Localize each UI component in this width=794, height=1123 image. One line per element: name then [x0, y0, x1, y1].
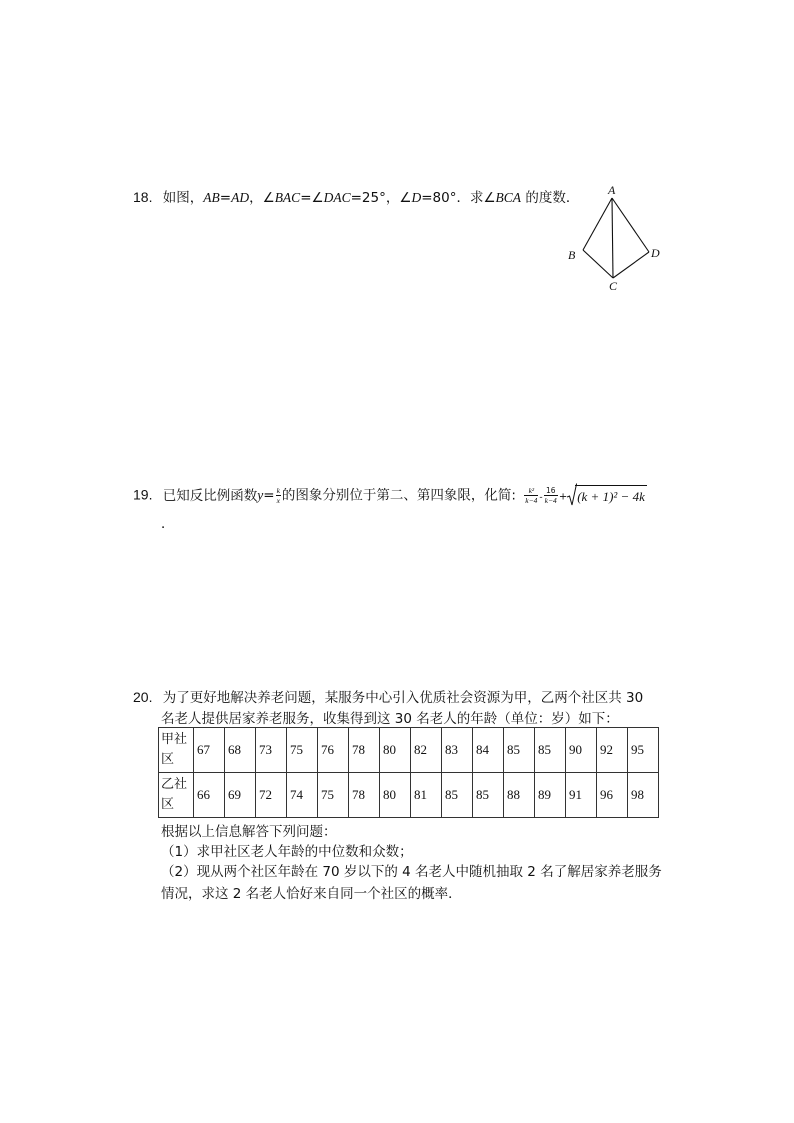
- label-d: D: [651, 246, 660, 260]
- fraction-k-over-x: [276, 486, 281, 505]
- text-segment: =80°．求∠: [421, 190, 496, 206]
- math-var: BCA: [495, 190, 522, 205]
- table-cell: 81: [411, 773, 442, 818]
- table-cell: 80: [380, 728, 411, 773]
- table-cell: 85: [535, 728, 566, 773]
- radical-sign-icon: [567, 483, 577, 507]
- subquestion-2-line-2: 情况，求这 2 名老人恰好来自同一个社区的概率．: [161, 886, 462, 902]
- table-cell: 98: [628, 773, 659, 818]
- math-op: +: [558, 491, 568, 503]
- table-cell: 75: [318, 773, 349, 818]
- table-cell: 91: [566, 773, 597, 818]
- problem-number: 20.: [133, 689, 153, 705]
- table-cell: 78: [349, 773, 380, 818]
- math-var: AB: [203, 190, 220, 205]
- segment-ab: [583, 198, 612, 250]
- triangle-figure: [560, 180, 670, 295]
- segment-ac: [612, 198, 613, 278]
- table-cell: 78: [349, 728, 380, 773]
- row-header: [159, 773, 194, 818]
- table-cell: 75: [287, 728, 318, 773]
- table-cell: 80: [380, 773, 411, 818]
- text-segment: =: [219, 190, 232, 206]
- problem-mid: 的图象分别位于第二、第四象限，化简:: [281, 487, 516, 504]
- problem-line-1: 为了更好地解决养老问题，某服务中心引入优质社会资源为甲，乙两个社区共 30: [162, 690, 644, 706]
- segment-ad: [612, 198, 649, 252]
- table-cell: 73: [256, 728, 287, 773]
- table-cell: 72: [256, 773, 287, 818]
- table-cell: 90: [566, 728, 597, 773]
- table-cell: 83: [442, 728, 473, 773]
- table-cell: 88: [504, 773, 535, 818]
- fraction-k2: [524, 486, 538, 505]
- table-cell: 92: [597, 728, 628, 773]
- table-cell: 84: [473, 728, 504, 773]
- fraction-16: [544, 486, 558, 505]
- table-cell: 74: [287, 773, 318, 818]
- row-header-line: 乙社: [161, 777, 188, 792]
- problem-number: 18.: [133, 189, 153, 205]
- math-var: BAC: [274, 190, 301, 205]
- table-cell: 85: [504, 728, 535, 773]
- label-a: A: [608, 183, 616, 197]
- table-cell: 76: [318, 728, 349, 773]
- problem-text: [163, 190, 580, 206]
- problem-18: [133, 188, 579, 207]
- math-var: AD: [231, 190, 250, 205]
- math-var: D: [411, 190, 422, 205]
- row-header-line: 甲社: [161, 732, 188, 747]
- row-header: [159, 728, 194, 773]
- text-segment: =25°，∠: [350, 190, 412, 206]
- text-segment: 的度数．: [521, 190, 580, 206]
- table-cell: 82: [411, 728, 442, 773]
- table-row: [159, 773, 659, 818]
- subquestion-1: （1）求甲社区老人年龄的中位数和众数；: [161, 844, 413, 860]
- table-cell: 85: [473, 773, 504, 818]
- problem-number: 19.: [133, 486, 153, 503]
- subquestion-2-line-1: （2）现从两个社区年龄在 70 岁以下的 4 名老人中随机抽取 2 名了解居家养老服务: [161, 864, 662, 880]
- text-segment: =∠: [300, 190, 324, 206]
- table-cell: 95: [628, 728, 659, 773]
- table-cell: 67: [194, 728, 225, 773]
- label-b: B: [568, 248, 576, 262]
- table-cell: 85: [442, 773, 473, 818]
- math-op: -: [539, 492, 543, 503]
- age-table: [158, 727, 659, 818]
- square-root: [567, 485, 647, 506]
- problem-line-3: 根据以上信息解答下列问题：: [161, 824, 337, 840]
- label-c: C: [609, 279, 618, 293]
- math-var: DAC: [323, 190, 351, 205]
- row-header-line: 区: [161, 752, 175, 767]
- table-cell: 96: [597, 773, 628, 818]
- problem-intro: 已知反比例函数: [162, 487, 258, 504]
- fraction-numerator: 16: [544, 486, 558, 496]
- row-header-line: 区: [161, 797, 175, 812]
- text-segment: 如图，: [162, 190, 204, 206]
- fraction-denominator: k−4: [544, 496, 557, 505]
- math-eq: =: [263, 487, 275, 504]
- text-segment: ，∠: [249, 190, 275, 206]
- math-var: y: [257, 487, 264, 503]
- table-cell: 68: [225, 728, 256, 773]
- problem-19: [133, 485, 647, 533]
- segment-bc: [583, 250, 613, 278]
- radicand: (k + 1)² − 4k: [575, 485, 647, 506]
- table-cell: 89: [535, 773, 566, 818]
- table-row: [159, 728, 659, 773]
- table-cell: 69: [225, 773, 256, 818]
- fraction-denominator: k−4: [525, 496, 538, 505]
- segment-cd: [613, 252, 649, 278]
- fraction-numerator: k: [276, 486, 280, 495]
- fraction-numerator: k²: [524, 486, 538, 496]
- fraction-denominator: x: [276, 496, 280, 505]
- problem-20: [133, 688, 643, 728]
- period: ．: [161, 515, 175, 532]
- table-cell: 66: [194, 773, 225, 818]
- problem-line-2: 名老人提供居家养老服务，收集得到这 30 名老人的年龄（单位：岁）如下：: [161, 711, 619, 727]
